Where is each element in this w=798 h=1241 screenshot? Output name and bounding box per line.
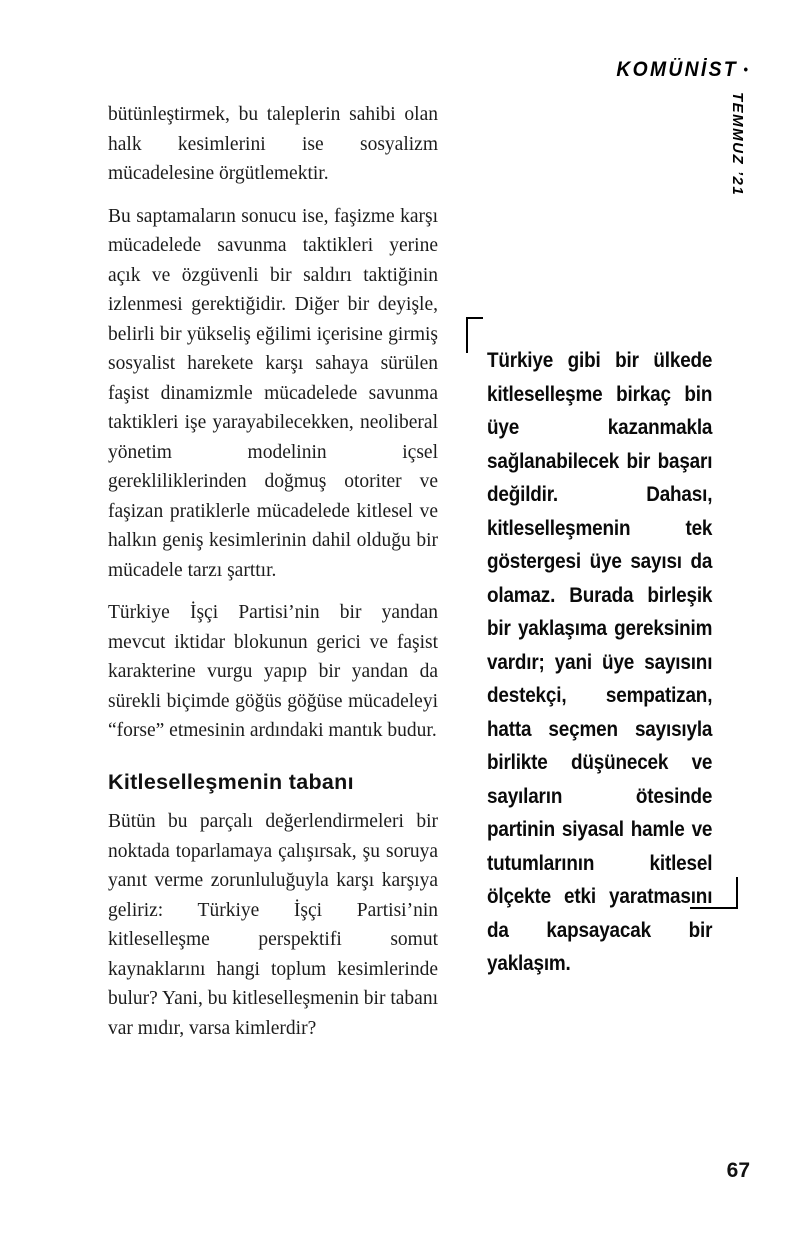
header-bullet-icon: • — [743, 61, 748, 77]
issue-date: TEMMUZ ’21 — [729, 92, 746, 197]
pull-quote: Türkiye gibi bir ülkede kitleselleşme birkaç bin üye kazanmakla sağlanabilecek bir başarı değildir. Dahası, kitleselleşmenin tek göstergesi üye sayısı da olamaz. Burada birleşik bir yaklaşıma gereksinim vardır; yani üye sayısını destekçi, sempatizan, hatta seçmen sayısıyla birlikte düşünecek ve sayıların ötesinde partinin siyasal hamle ve tutumlarının kitlesel ölçekte etki yaratmasını da kapsayacak bir yaklaşım. — [487, 348, 713, 975]
page-header — [617, 58, 748, 82]
paragraph: Bu saptamaların sonucu ise, faşizme karşı mücadelede savunma taktikleri yerine açık ve özgüvenli bir saldırı taktiğinin izlenmesi gerektiğidir. Diğer bir deyişle, belirli bir yükseliş eğilimi içerisine girmiş sosyalist harekete karşı sahaya sürülen faşist dinamizmle mücadelede savunma taktikleri işe yarayabilecekken, neoliberal yönetim modelinin içsel gerekliliklerinden doğmuş otoriter ve faşizan pratiklerle mücadelede kitlesel ve halkın geniş kesimlerinin dahil olduğu bir mücadele tarzı şarttır. — [108, 205, 438, 581]
paragraph-continued: bütünleştirmek, bu taleplerin sahibi olan halk kesimlerini ise sosyalizm mücadelesine örgütlemektir. — [108, 104, 438, 184]
magazine-title: KOMÜNİST — [616, 58, 738, 81]
article-body — [108, 100, 438, 1056]
paragraph: Bütün bu parçalı değerlendirmeleri bir noktada toparlamaya çalışırsak, şu soruya yanıt verme zorunluluğuyla karşı karşıya geliriz: Türkiye İşçi Partisi’nin kitleselleşme perspektifi somut kaynaklarını hangi toplum kesimlerinde bulur? Yani, bu kitleselleşmenin bir tabanı var mıdır, varsa kimlerdir? — [108, 811, 438, 1039]
section-heading: Kitleselleşmenin tabanı — [108, 769, 354, 794]
quote-open-bracket — [466, 317, 483, 353]
paragraph: Türkiye İşçi Partisi’nin bir yandan mevcut iktidar blokunun gerici ve faşist karakterine vurgu yapıp bir yandan da sürekli biçimde göğüs göğüse mücadeleyi “forse” etmesinin ardındaki mantık budur. — [108, 602, 438, 741]
quote-close-bracket — [690, 877, 738, 909]
page-number: 67 — [726, 1159, 750, 1182]
